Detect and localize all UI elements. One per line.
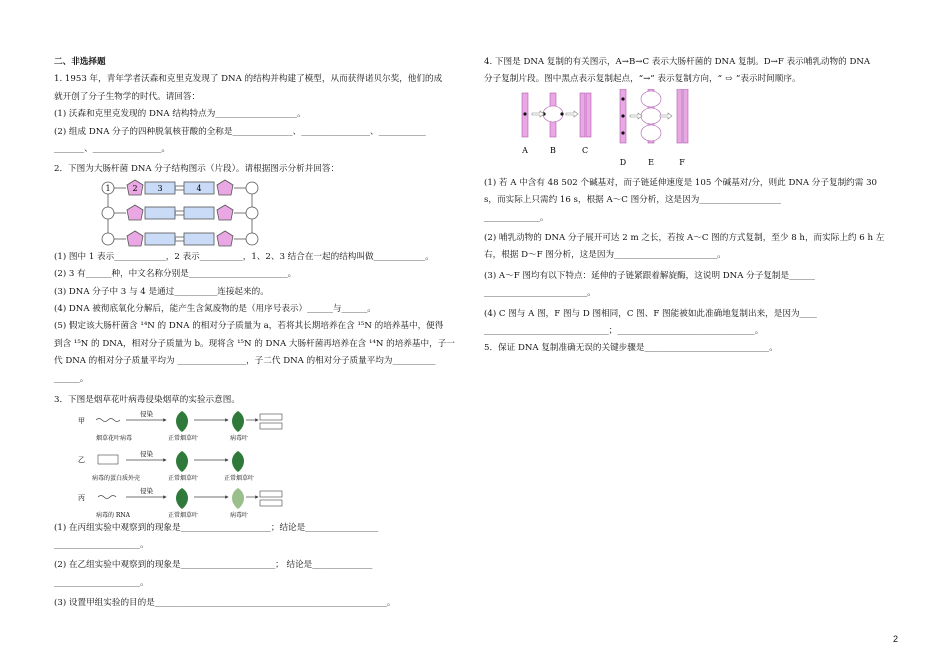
q3-line-5: (3) 设置甲组实验的目的是______________________________________________________。 (54, 598, 396, 609)
fig-label-2: 2 (132, 183, 138, 193)
q2-line-1: (1) 图中 1 表示____________，2 表示__________，1、2、3 结合在一起的结构叫做____________。 (54, 251, 434, 262)
direction-arrow-icon: → (643, 74, 651, 85)
q2-line-2: (2) 3 有______种，中文名称分别是_______________________。 (54, 269, 297, 280)
q3-line-2: ____________________。 (54, 539, 149, 550)
row2-mid: 正常烟草叶 (168, 474, 199, 482)
right-column (484, 54, 900, 358)
row1-src: 烟草花叶病毒 (96, 434, 133, 442)
q4-line-4: s，而实际上只需约 16 s，根据 A～C 图分析，这是因为___________________ (484, 195, 781, 206)
tmv-figure (78, 410, 318, 520)
fig-label-1: 1 (105, 183, 111, 193)
q3-line-3: (2) 在乙组实验中观察到的现象是______________________； 结论是______________ (54, 560, 373, 571)
q5-line: 5．保证 DNA 复制准确无误的关键步骤是_____________________________。 (484, 343, 778, 354)
row3-src: 病毒的 RNA (96, 511, 131, 519)
q1-line-4: (2) 组成 DNA 分子的四种脱氧核苷酸的全称是______________、________________、___________ (54, 126, 426, 137)
left-column (54, 54, 466, 613)
dna-structure-figure (90, 179, 330, 249)
row3-group: 丙 (78, 493, 85, 502)
q4-line-7: 右，根据 D～F 图分析，这是因为________________________。 (484, 250, 726, 261)
protein-coat-icon (98, 455, 118, 464)
row1-arrow-label: 侵染 (140, 409, 153, 418)
row2-arrow-label: 侵染 (140, 449, 153, 458)
q4-line-8: (3) A～F 图均有以下特点：延伸的子链紧跟着解旋酶，这说明 DNA 分子复制是______ (484, 270, 815, 281)
q4-line-11: _____________________________；________________________________。 (484, 326, 764, 337)
q4-line-3: (1) 若 A 中含有 48 502 个碱基对，而子链延伸速度是 105 个碱基对/分，则此 DNA 分子复制约需 30 (484, 177, 878, 188)
fig-label-4: 4 (196, 183, 202, 193)
leaf-icon (232, 451, 244, 472)
q2-line-8: ______。 (54, 373, 89, 384)
q4-line-1: 4. 下图是 DNA 复制的有关图示，A→B→C 表示大肠杆菌的 DNA 复制。D→F 表示哺乳动物的 DNA (484, 57, 871, 67)
time-order-arrow-icon: ⇨ (725, 74, 733, 85)
leaf-icon (176, 488, 188, 509)
row2-src: 病毒的蛋白质外壳 (92, 474, 141, 482)
row3-arrow-label: 侵染 (140, 486, 153, 495)
dna-replication-figure (514, 89, 714, 169)
row1-group: 甲 (78, 416, 85, 425)
q4-line-9: ________________________。 (484, 288, 596, 299)
q2-line-4: (4) DNA 被彻底氧化分解后，能产生含氮废物的是（用序号表示）______与______。 (54, 304, 376, 315)
row2-group: 乙 (78, 455, 85, 464)
row3-end: 病毒叶 (230, 511, 249, 519)
fig-label-e: E (648, 157, 654, 167)
fig-label-3: 3 (157, 183, 163, 193)
leaf-icon (232, 411, 244, 432)
q2-intro: 2．下图为大肠杆菌 DNA 分子结构图示（片段）。请根据图示分析并回答： (54, 164, 340, 175)
q2-line-3: (3) DNA 分子中 3 与 4 是通过__________连接起来的。 (54, 286, 269, 297)
q1-line-3: (1) 沃森和克里克发现的 DNA 结构特点为___________________。 (54, 109, 306, 120)
q1-line-5: _______、________________。 (54, 144, 171, 155)
fig-label-b: B (550, 145, 556, 155)
q4-line-2: 分子复制片段。图中黑点表示复制起点，“→” 表示复制方向，“ ⇨ ”表示时间顺序。 (484, 71, 900, 88)
fig-label-c: C (581, 145, 589, 155)
q2-line-5: (5) 假定该大肠杆菌含 ¹⁴N 的 DNA 的相对分子质量为 a，若将其长期培养在含 ¹⁵N 的培养基中，便得 (54, 321, 444, 332)
q3-line-4: ____________________。 (54, 577, 149, 588)
section-title: 二、非选择题 (54, 57, 106, 67)
fig-label-d: D (619, 157, 627, 167)
leaf-icon (232, 488, 244, 509)
q1-line-2: 就开创了分子生物学的时代。请回答： (54, 91, 201, 102)
q2-line-7: 代 DNA 的相对分子质量平均为 ________________，子二代 DNA 的相对分子质量平均为__________ (54, 356, 436, 367)
page-number: 2 (893, 634, 899, 644)
q1-line-1: 1. 1953 年，青年学者沃森和克里克发现了 DNA 的结构并构建了模型，从而获得诺贝尔奖，他们的成 (54, 74, 443, 85)
q3-intro: 3．下图是烟草花叶病毒侵染烟草的实验示意图。 (54, 395, 240, 406)
q3-line-1: (1) 在丙组实验中观察到的现象是_____________________；结论是_________________ (54, 522, 379, 533)
virus-strand-icon (96, 418, 120, 421)
row1-end: 病毒叶 (230, 434, 249, 442)
fig-label-a: A (522, 145, 528, 155)
q4-line-10: (4) C 图与 A 图，F 图与 D 图相同，C 图、F 图能被如此准确地复制出来，是因为____ (484, 308, 817, 319)
rna-strand-icon (98, 495, 116, 498)
q2-line-6: 到含 ¹⁵N 的 DNA，相对分子质量为 b。现将含 ¹⁵N 的 DNA 大肠杆菌再培养在含 ¹⁴N 的培养基中，子一 (54, 338, 455, 349)
row3-mid: 正常烟草叶 (168, 511, 199, 519)
fig-label-f: F (679, 157, 685, 167)
leaf-icon (176, 451, 188, 472)
row2-end: 正常烟草叶 (224, 474, 255, 482)
row1-mid: 正常烟草叶 (168, 434, 199, 442)
q4-line-6: (2) 哺乳动物的 DNA 分子展开可达 2 m 之长，若按 A～C 图的方式复制，至少 8 h，而实际上约 6 h 左 (484, 233, 885, 244)
leaf-icon (176, 411, 188, 432)
q4-line-5: _____________。 (484, 212, 549, 223)
